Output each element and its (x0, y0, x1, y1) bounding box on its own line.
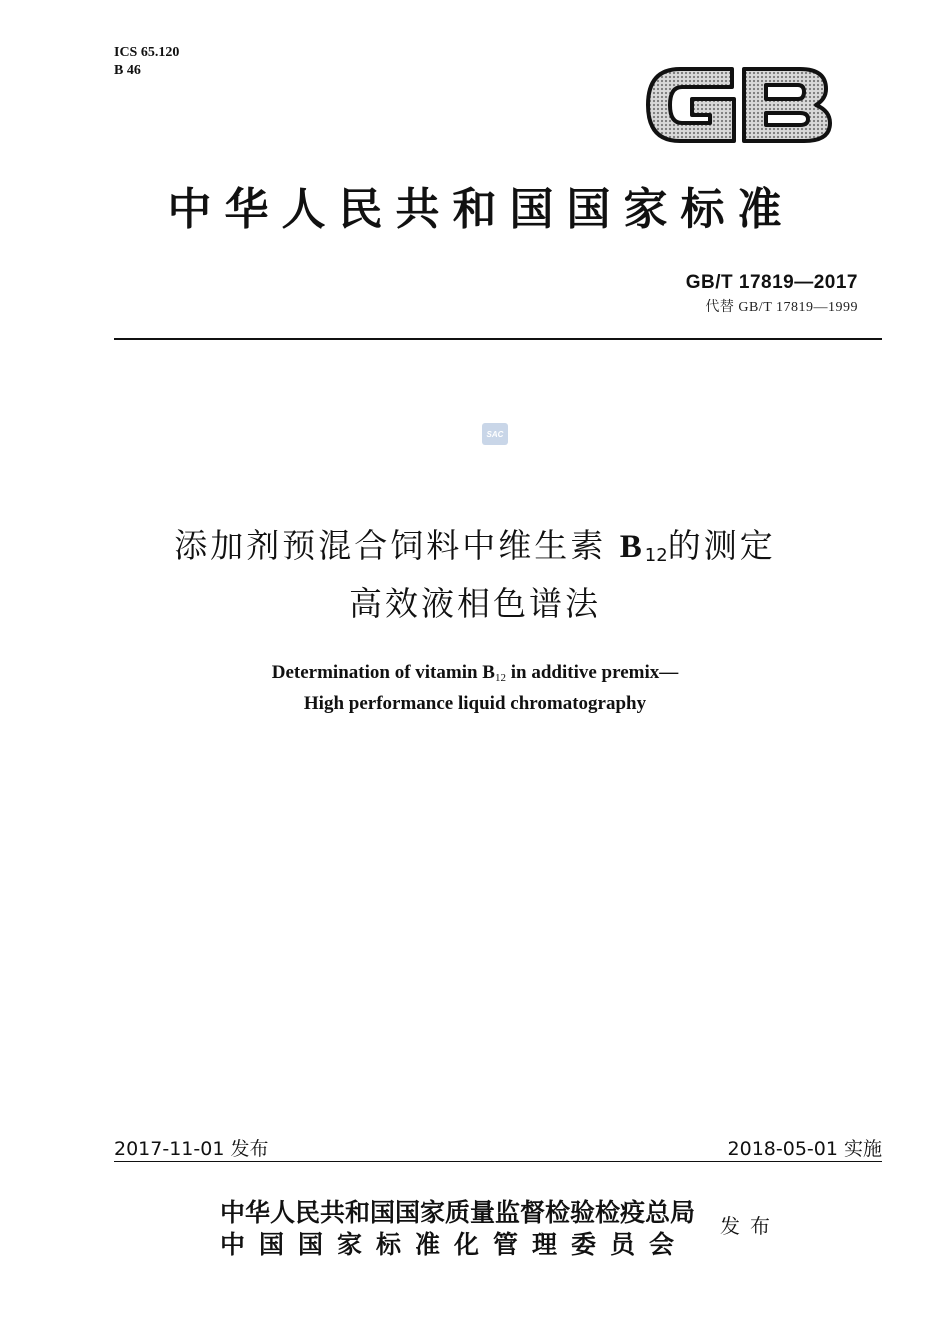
issuer-line2: 中国国家标准化管理委员会 (220, 1230, 689, 1259)
english-title-line1: Determination of vitamin B12 in additive premix— (271, 662, 679, 684)
english-title-line2: High performance liquid chromatography (303, 693, 647, 714)
implementation-date: 2018-05-01 实施 (727, 1138, 882, 1160)
standard-number: GB/T 17819—2017 (685, 272, 858, 293)
ccs-code: B 46 (114, 63, 141, 78)
gb-logo (640, 55, 836, 155)
classification-codes (114, 44, 179, 80)
issue-label: 发布 (720, 1214, 780, 1238)
issuer-line1: 中华人民共和国国家质量监督检验检疫总局 (220, 1198, 696, 1227)
ics-code: ICS 65.120 (114, 45, 180, 60)
top-divider (114, 338, 882, 340)
bottom-divider (114, 1161, 882, 1162)
chinese-title-line2: 高效液相色谱法 (349, 584, 601, 623)
sac-watermark-logo (481, 422, 509, 446)
standard-category-title: 中华人民共和国国家标准 (167, 184, 795, 235)
svg-text:SAC: SAC (486, 430, 504, 439)
replaces-standard: 代替 GB/T 17819—1999 (705, 300, 858, 315)
chinese-title-line1: 添加剂预混合饲料中维生素 B12的测定 (174, 526, 776, 566)
release-date: 2017-11-01 发布 (114, 1138, 269, 1160)
